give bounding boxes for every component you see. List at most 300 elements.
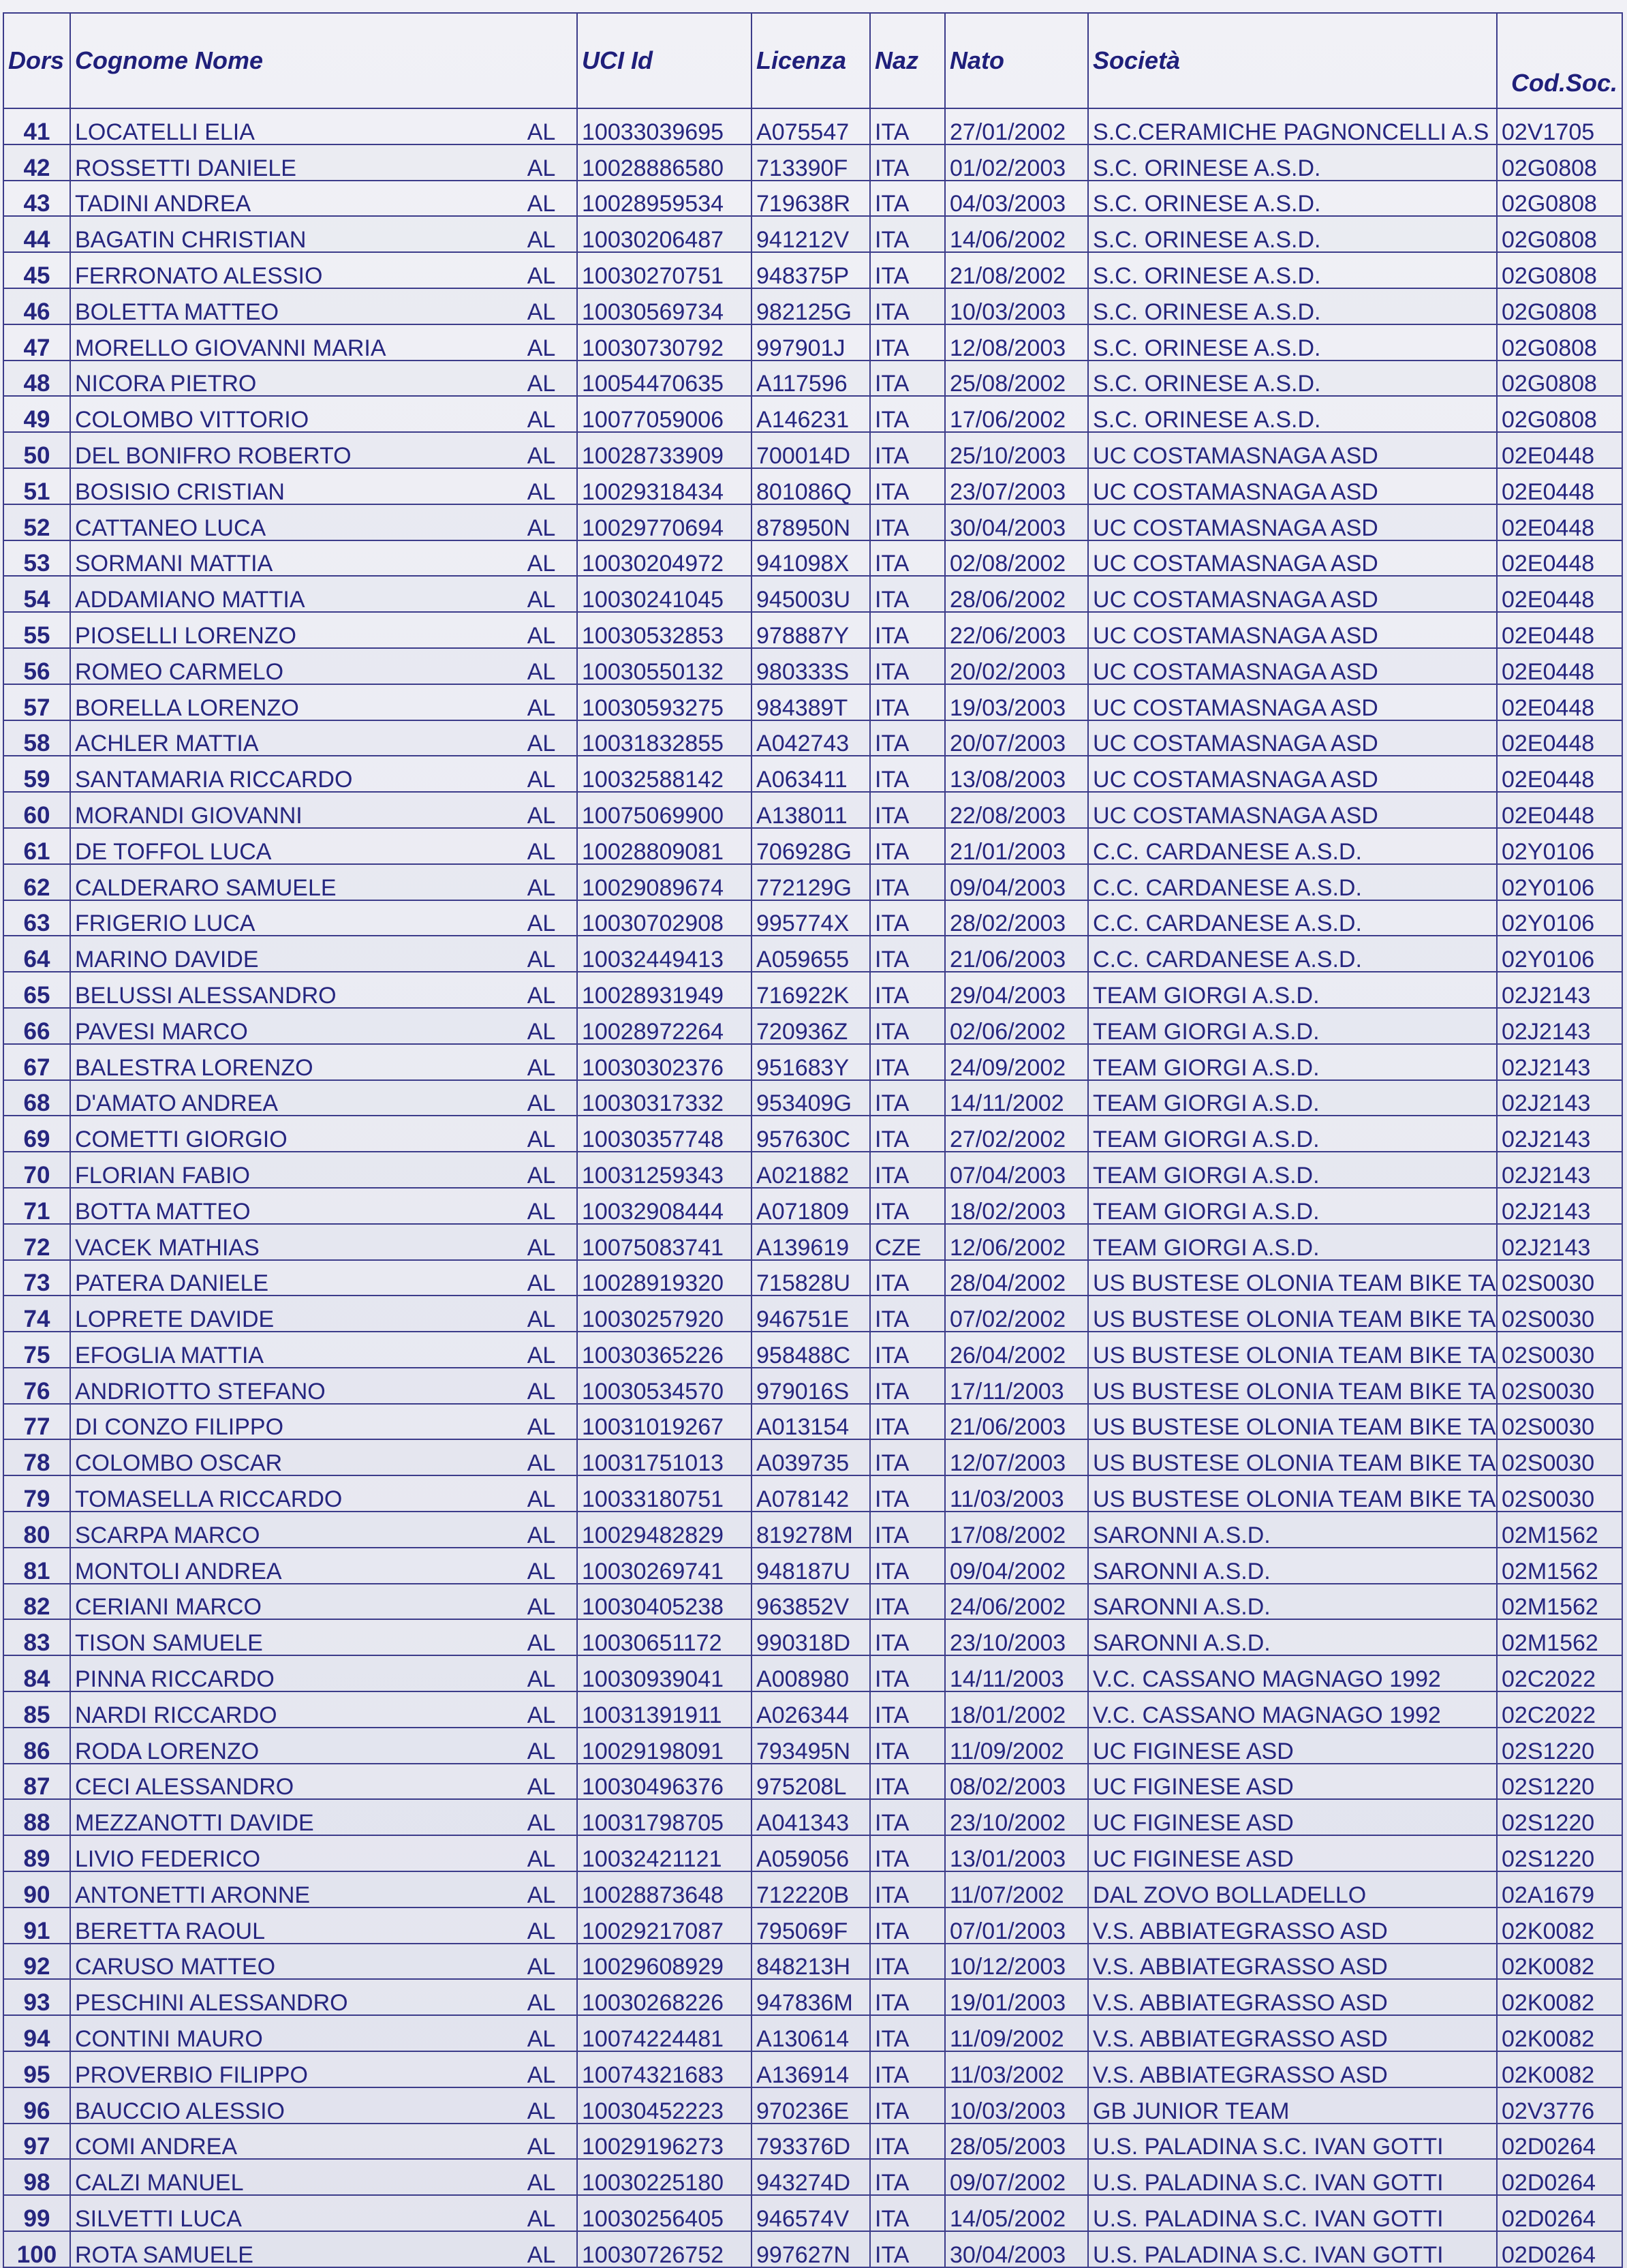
cell-naz: ITA [870, 252, 945, 288]
cell-dors: 96 [3, 2087, 70, 2124]
cell-cod-soc: 02D0264 [1497, 2231, 1622, 2267]
cell-dors: 46 [3, 288, 70, 324]
table-row [3, 144, 1622, 181]
table-row [3, 361, 1622, 397]
cell-uci-id: 10029770694 [577, 504, 751, 540]
cell-cod-soc: 02D0264 [1497, 2159, 1622, 2195]
cell-name: CECI ALESSANDRO [70, 1764, 506, 1800]
cell-category: AL [506, 1044, 577, 1080]
cell-cod-soc: 02K0082 [1497, 1979, 1622, 2015]
cell-uci-id: 10028809081 [577, 828, 751, 864]
cell-name: ANTONETTI ARONNE [70, 1871, 506, 1907]
cell-category: AL [506, 2015, 577, 2051]
cell-licenza: A008980 [751, 1655, 870, 1691]
cell-cod-soc: 02G0808 [1497, 288, 1622, 324]
cell-naz: ITA [870, 144, 945, 181]
cell-name: LOPRETE DAVIDE [70, 1296, 506, 1332]
cell-societa: V.S. ABBIATEGRASSO ASD [1088, 1979, 1497, 2015]
table-row [3, 1944, 1622, 1980]
cell-name: PROVERBIO FILIPPO [70, 2051, 506, 2087]
cell-name: COLOMBO OSCAR [70, 1439, 506, 1475]
cell-category: AL [506, 828, 577, 864]
cell-nato: 13/08/2003 [945, 756, 1088, 792]
cell-cod-soc: 02S1220 [1497, 1728, 1622, 1764]
cell-societa: TEAM GIORGI A.S.D. [1088, 1080, 1497, 1116]
cell-societa: S.C. ORINESE A.S.D. [1088, 324, 1497, 361]
cell-name: EFOGLIA MATTIA [70, 1332, 506, 1368]
cell-licenza: A042743 [751, 720, 870, 756]
table-row [3, 1548, 1622, 1584]
cell-societa: UC COSTAMASNAGA ASD [1088, 720, 1497, 756]
cell-category: AL [506, 216, 577, 252]
cell-societa: UC COSTAMASNAGA ASD [1088, 756, 1497, 792]
cell-cod-soc: 02K0082 [1497, 1907, 1622, 1944]
cell-societa: U.S. PALADINA S.C. IVAN GOTTI [1088, 2231, 1497, 2267]
cell-nato: 04/03/2003 [945, 181, 1088, 217]
table-row [3, 181, 1622, 217]
cell-societa: US BUSTESE OLONIA TEAM BIKE TA [1088, 1368, 1497, 1404]
cell-name: TADINI ANDREA [70, 181, 506, 217]
cell-name: BERETTA RAOUL [70, 1907, 506, 1944]
cell-name: CATTANEO LUCA [70, 504, 506, 540]
cell-name: DI CONZO FILIPPO [70, 1404, 506, 1440]
cell-societa: TEAM GIORGI A.S.D. [1088, 1116, 1497, 1152]
cell-licenza: 957630C [751, 1116, 870, 1152]
cell-category: AL [506, 756, 577, 792]
cell-name: RODA LORENZO [70, 1728, 506, 1764]
table-row [3, 1475, 1622, 1512]
cell-licenza: 706928G [751, 828, 870, 864]
cell-name: SILVETTI LUCA [70, 2195, 506, 2231]
table-row [3, 1368, 1622, 1404]
cell-naz: ITA [870, 1728, 945, 1764]
cell-category: AL [506, 2124, 577, 2160]
cell-societa: DAL ZOVO BOLLADELLO [1088, 1871, 1497, 1907]
table-body [3, 108, 1622, 2267]
cell-dors: 77 [3, 1404, 70, 1440]
table-row [3, 1332, 1622, 1368]
cell-cod-soc: 02E0448 [1497, 684, 1622, 720]
cell-licenza: A063411 [751, 756, 870, 792]
cell-dors: 63 [3, 900, 70, 936]
cell-category: AL [506, 792, 577, 828]
cell-naz: ITA [870, 1296, 945, 1332]
cell-uci-id: 10075083741 [577, 1224, 751, 1260]
cell-dors: 44 [3, 216, 70, 252]
cell-cod-soc: 02J2143 [1497, 1116, 1622, 1152]
cell-uci-id: 10030496376 [577, 1764, 751, 1800]
cell-naz: ITA [870, 1907, 945, 1944]
cell-licenza: A075547 [751, 108, 870, 144]
cell-naz: ITA [870, 2195, 945, 2231]
cell-nato: 09/07/2002 [945, 2159, 1088, 2195]
cell-dors: 95 [3, 2051, 70, 2087]
cell-licenza: A130614 [751, 2015, 870, 2051]
cell-societa: V.C. CASSANO MAGNAGO 1992 [1088, 1691, 1497, 1728]
cell-dors: 88 [3, 1799, 70, 1835]
cell-category: AL [506, 684, 577, 720]
cell-uci-id: 10028873648 [577, 1871, 751, 1907]
cell-nato: 02/08/2002 [945, 540, 1088, 577]
cell-naz: ITA [870, 216, 945, 252]
cell-licenza: 948187U [751, 1548, 870, 1584]
cell-licenza: 848213H [751, 1944, 870, 1980]
cell-dors: 97 [3, 2124, 70, 2160]
cell-nato: 28/02/2003 [945, 900, 1088, 936]
cell-category: AL [506, 2051, 577, 2087]
table-row [3, 396, 1622, 432]
cell-cod-soc: 02J2143 [1497, 1224, 1622, 1260]
cell-licenza: A059056 [751, 1835, 870, 1871]
cell-cod-soc: 02Y0106 [1497, 936, 1622, 972]
cell-uci-id: 10074224481 [577, 2015, 751, 2051]
cell-nato: 14/11/2002 [945, 1080, 1088, 1116]
cell-uci-id: 10032908444 [577, 1188, 751, 1224]
cell-licenza: A139619 [751, 1224, 870, 1260]
cell-category: AL [506, 2159, 577, 2195]
cell-nato: 11/07/2002 [945, 1871, 1088, 1907]
cell-naz: ITA [870, 1691, 945, 1728]
cell-name: MORELLO GIOVANNI MARIA [70, 324, 506, 361]
cell-nato: 30/04/2003 [945, 2231, 1088, 2267]
cell-dors: 47 [3, 324, 70, 361]
cell-name: PIOSELLI LORENZO [70, 612, 506, 648]
cell-nato: 08/02/2003 [945, 1764, 1088, 1800]
cell-naz: ITA [870, 1080, 945, 1116]
cell-dors: 59 [3, 756, 70, 792]
cell-name: ANDRIOTTO STEFANO [70, 1368, 506, 1404]
cell-uci-id: 10030206487 [577, 216, 751, 252]
cell-societa: UC FIGINESE ASD [1088, 1728, 1497, 1764]
cell-naz: CZE [870, 1224, 945, 1260]
cell-societa: TEAM GIORGI A.S.D. [1088, 972, 1497, 1008]
cell-category: AL [506, 252, 577, 288]
table-row [3, 540, 1622, 577]
cell-dors: 73 [3, 1260, 70, 1296]
cell-nato: 28/04/2002 [945, 1260, 1088, 1296]
cell-licenza: 963852V [751, 1584, 870, 1620]
cell-nato: 01/02/2003 [945, 144, 1088, 181]
cell-uci-id: 10032449413 [577, 936, 751, 972]
cell-dors: 48 [3, 361, 70, 397]
cell-name: SORMANI MATTIA [70, 540, 506, 577]
cell-cod-soc: 02J2143 [1497, 1188, 1622, 1224]
cell-cod-soc: 02G0808 [1497, 324, 1622, 361]
cell-cod-soc: 02E0448 [1497, 432, 1622, 468]
cell-dors: 42 [3, 144, 70, 181]
cell-dors: 94 [3, 2015, 70, 2051]
cell-uci-id: 10030270751 [577, 252, 751, 288]
cell-naz: ITA [870, 576, 945, 612]
header-name: Cognome Nome [70, 13, 577, 108]
cell-cod-soc: 02S0030 [1497, 1475, 1622, 1512]
cell-nato: 11/03/2003 [945, 1475, 1088, 1512]
cell-cod-soc: 02G0808 [1497, 216, 1622, 252]
table-row [3, 108, 1622, 144]
cell-uci-id: 10054470635 [577, 361, 751, 397]
cell-cod-soc: 02K0082 [1497, 2015, 1622, 2051]
cell-licenza: A146231 [751, 396, 870, 432]
cell-dors: 82 [3, 1584, 70, 1620]
cell-cod-soc: 02D0264 [1497, 2195, 1622, 2231]
cell-name: PESCHINI ALESSANDRO [70, 1979, 506, 2015]
cell-category: AL [506, 864, 577, 900]
table-row [3, 1188, 1622, 1224]
cell-category: AL [506, 1332, 577, 1368]
cell-societa: US BUSTESE OLONIA TEAM BIKE TA [1088, 1296, 1497, 1332]
cell-dors: 93 [3, 1979, 70, 2015]
cell-category: AL [506, 648, 577, 684]
cell-licenza: 700014D [751, 432, 870, 468]
table-row [3, 1691, 1622, 1728]
cell-category: AL [506, 1907, 577, 1944]
cell-name: CERIANI MARCO [70, 1584, 506, 1620]
cell-societa: C.C. CARDANESE A.S.D. [1088, 936, 1497, 972]
cell-nato: 27/02/2002 [945, 1116, 1088, 1152]
cell-category: AL [506, 1296, 577, 1332]
cell-category: AL [506, 1152, 577, 1188]
cell-naz: ITA [870, 756, 945, 792]
cell-uci-id: 10030256405 [577, 2195, 751, 2231]
cell-nato: 09/04/2003 [945, 864, 1088, 900]
cell-nato: 18/01/2002 [945, 1691, 1088, 1728]
table-row [3, 864, 1622, 900]
cell-societa: SARONNI A.S.D. [1088, 1548, 1497, 1584]
cell-uci-id: 10029318434 [577, 468, 751, 504]
cell-nato: 11/09/2002 [945, 1728, 1088, 1764]
table-row [3, 1584, 1622, 1620]
cell-name: NARDI RICCARDO [70, 1691, 506, 1728]
cell-societa: S.C. ORINESE A.S.D. [1088, 252, 1497, 288]
cell-uci-id: 10029482829 [577, 1512, 751, 1548]
cell-nato: 24/06/2002 [945, 1584, 1088, 1620]
cell-uci-id: 10030534570 [577, 1368, 751, 1404]
cell-name: FRIGERIO LUCA [70, 900, 506, 936]
cell-licenza: 720936Z [751, 1008, 870, 1044]
cell-naz: ITA [870, 1368, 945, 1404]
cell-societa: C.C. CARDANESE A.S.D. [1088, 864, 1497, 900]
cell-category: AL [506, 1619, 577, 1655]
cell-uci-id: 10032421121 [577, 1835, 751, 1871]
cell-dors: 62 [3, 864, 70, 900]
cell-licenza: 715828U [751, 1260, 870, 1296]
cell-licenza: 945003U [751, 576, 870, 612]
cell-societa: S.C.CERAMICHE PAGNONCELLI A.S [1088, 108, 1497, 144]
cell-uci-id: 10031259343 [577, 1152, 751, 1188]
cell-name: FLORIAN FABIO [70, 1152, 506, 1188]
cell-cod-soc: 02S0030 [1497, 1439, 1622, 1475]
table-row [3, 1152, 1622, 1188]
cell-licenza: 878950N [751, 504, 870, 540]
table-row [3, 1764, 1622, 1800]
cell-category: AL [506, 1944, 577, 1980]
cell-dors: 71 [3, 1188, 70, 1224]
cell-cod-soc: 02G0808 [1497, 361, 1622, 397]
cell-uci-id: 10030405238 [577, 1584, 751, 1620]
cell-name: MEZZANOTTI DAVIDE [70, 1799, 506, 1835]
cell-uci-id: 10031751013 [577, 1439, 751, 1475]
cell-cod-soc: 02E0448 [1497, 648, 1622, 684]
cell-uci-id: 10028733909 [577, 432, 751, 468]
cell-cod-soc: 02G0808 [1497, 144, 1622, 181]
cell-licenza: 948375P [751, 252, 870, 288]
cell-category: AL [506, 1475, 577, 1512]
cell-societa: S.C. ORINESE A.S.D. [1088, 144, 1497, 181]
cell-category: AL [506, 612, 577, 648]
cell-dors: 51 [3, 468, 70, 504]
cell-licenza: 819278M [751, 1512, 870, 1548]
cell-licenza: 995774X [751, 900, 870, 936]
cell-uci-id: 10030939041 [577, 1655, 751, 1691]
cell-nato: 13/01/2003 [945, 1835, 1088, 1871]
cell-uci-id: 10077059006 [577, 396, 751, 432]
cell-name: MARINO DAVIDE [70, 936, 506, 972]
cell-naz: ITA [870, 972, 945, 1008]
cell-cod-soc: 02J2143 [1497, 1152, 1622, 1188]
cell-uci-id: 10030204972 [577, 540, 751, 577]
startlist-table [3, 12, 1623, 2268]
cell-dors: 70 [3, 1152, 70, 1188]
cell-societa: S.C. ORINESE A.S.D. [1088, 216, 1497, 252]
cell-licenza: 713390F [751, 144, 870, 181]
cell-category: AL [506, 1835, 577, 1871]
cell-nato: 10/03/2003 [945, 288, 1088, 324]
cell-name: BAUCCIO ALESSIO [70, 2087, 506, 2124]
cell-name: PINNA RICCARDO [70, 1655, 506, 1691]
header-row [3, 13, 1622, 108]
cell-category: AL [506, 1512, 577, 1548]
cell-uci-id: 10028919320 [577, 1260, 751, 1296]
table-row [3, 900, 1622, 936]
cell-category: AL [506, 540, 577, 577]
cell-cod-soc: 02S0030 [1497, 1332, 1622, 1368]
cell-licenza: 793376D [751, 2124, 870, 2160]
cell-nato: 21/08/2002 [945, 252, 1088, 288]
cell-dors: 86 [3, 1728, 70, 1764]
table-row [3, 576, 1622, 612]
cell-name: PATERA DANIELE [70, 1260, 506, 1296]
cell-category: AL [506, 1404, 577, 1440]
cell-nato: 12/08/2003 [945, 324, 1088, 361]
table-header [3, 13, 1622, 108]
cell-dors: 61 [3, 828, 70, 864]
cell-naz: ITA [870, 2159, 945, 2195]
cell-naz: ITA [870, 720, 945, 756]
cell-licenza: 979016S [751, 1368, 870, 1404]
cell-nato: 10/03/2003 [945, 2087, 1088, 2124]
cell-name: LIVIO FEDERICO [70, 1835, 506, 1871]
cell-licenza: A078142 [751, 1475, 870, 1512]
cell-naz: ITA [870, 1152, 945, 1188]
cell-societa: US BUSTESE OLONIA TEAM BIKE TA [1088, 1475, 1497, 1512]
cell-category: AL [506, 1080, 577, 1116]
cell-category: AL [506, 181, 577, 217]
cell-name: BOLETTA MATTEO [70, 288, 506, 324]
cell-societa: UC COSTAMASNAGA ASD [1088, 432, 1497, 468]
cell-uci-id: 10032588142 [577, 756, 751, 792]
cell-nato: 19/03/2003 [945, 684, 1088, 720]
cell-dors: 79 [3, 1475, 70, 1512]
cell-uci-id: 10030702908 [577, 900, 751, 936]
table-row [3, 1655, 1622, 1691]
cell-dors: 65 [3, 972, 70, 1008]
cell-nato: 23/10/2003 [945, 1619, 1088, 1655]
cell-societa: UC COSTAMASNAGA ASD [1088, 576, 1497, 612]
cell-licenza: 958488C [751, 1332, 870, 1368]
cell-nato: 19/01/2003 [945, 1979, 1088, 2015]
cell-dors: 74 [3, 1296, 70, 1332]
cell-uci-id: 10030269741 [577, 1548, 751, 1584]
cell-dors: 53 [3, 540, 70, 577]
cell-nato: 11/03/2002 [945, 2051, 1088, 2087]
table-row [3, 1116, 1622, 1152]
cell-dors: 91 [3, 1907, 70, 1944]
cell-name: CARUSO MATTEO [70, 1944, 506, 1980]
cell-societa: US BUSTESE OLONIA TEAM BIKE TA [1088, 1332, 1497, 1368]
table-row [3, 1799, 1622, 1835]
cell-dors: 78 [3, 1439, 70, 1475]
table-row [3, 1296, 1622, 1332]
cell-cod-soc: 02S1220 [1497, 1764, 1622, 1800]
cell-cod-soc: 02E0448 [1497, 576, 1622, 612]
cell-dors: 92 [3, 1944, 70, 1980]
cell-uci-id: 10028931949 [577, 972, 751, 1008]
cell-naz: ITA [870, 432, 945, 468]
cell-licenza: 982125G [751, 288, 870, 324]
cell-uci-id: 10030357748 [577, 1116, 751, 1152]
cell-nato: 07/02/2002 [945, 1296, 1088, 1332]
cell-societa: S.C. ORINESE A.S.D. [1088, 396, 1497, 432]
table-row [3, 1439, 1622, 1475]
cell-naz: ITA [870, 2231, 945, 2267]
cell-category: AL [506, 1116, 577, 1152]
cell-category: AL [506, 1548, 577, 1584]
table-row [3, 1979, 1622, 2015]
cell-uci-id: 10029196273 [577, 2124, 751, 2160]
cell-name: CALDERARO SAMUELE [70, 864, 506, 900]
cell-name: FERRONATO ALESSIO [70, 252, 506, 288]
cell-societa: TEAM GIORGI A.S.D. [1088, 1188, 1497, 1224]
cell-cod-soc: 02S1220 [1497, 1799, 1622, 1835]
header-dors: Dors [3, 13, 70, 108]
cell-category: AL [506, 900, 577, 936]
cell-category: AL [506, 361, 577, 397]
cell-dors: 68 [3, 1080, 70, 1116]
cell-cod-soc: 02E0448 [1497, 792, 1622, 828]
cell-cod-soc: 02M1562 [1497, 1512, 1622, 1548]
cell-dors: 49 [3, 396, 70, 432]
cell-naz: ITA [870, 1619, 945, 1655]
cell-nato: 20/02/2003 [945, 648, 1088, 684]
cell-cod-soc: 02D0264 [1497, 2124, 1622, 2160]
cell-name: NICORA PIETRO [70, 361, 506, 397]
cell-nato: 21/06/2003 [945, 1404, 1088, 1440]
cell-category: AL [506, 936, 577, 972]
cell-nato: 25/08/2002 [945, 361, 1088, 397]
cell-societa: TEAM GIORGI A.S.D. [1088, 1008, 1497, 1044]
cell-category: AL [506, 1691, 577, 1728]
cell-licenza: 951683Y [751, 1044, 870, 1080]
cell-societa: UC COSTAMASNAGA ASD [1088, 504, 1497, 540]
cell-cod-soc: 02E0448 [1497, 504, 1622, 540]
cell-category: AL [506, 1260, 577, 1296]
cell-dors: 50 [3, 432, 70, 468]
cell-cod-soc: 02V3776 [1497, 2087, 1622, 2124]
cell-dors: 54 [3, 576, 70, 612]
cell-licenza: 980333S [751, 648, 870, 684]
cell-naz: ITA [870, 108, 945, 144]
cell-cod-soc: 02M1562 [1497, 1548, 1622, 1584]
